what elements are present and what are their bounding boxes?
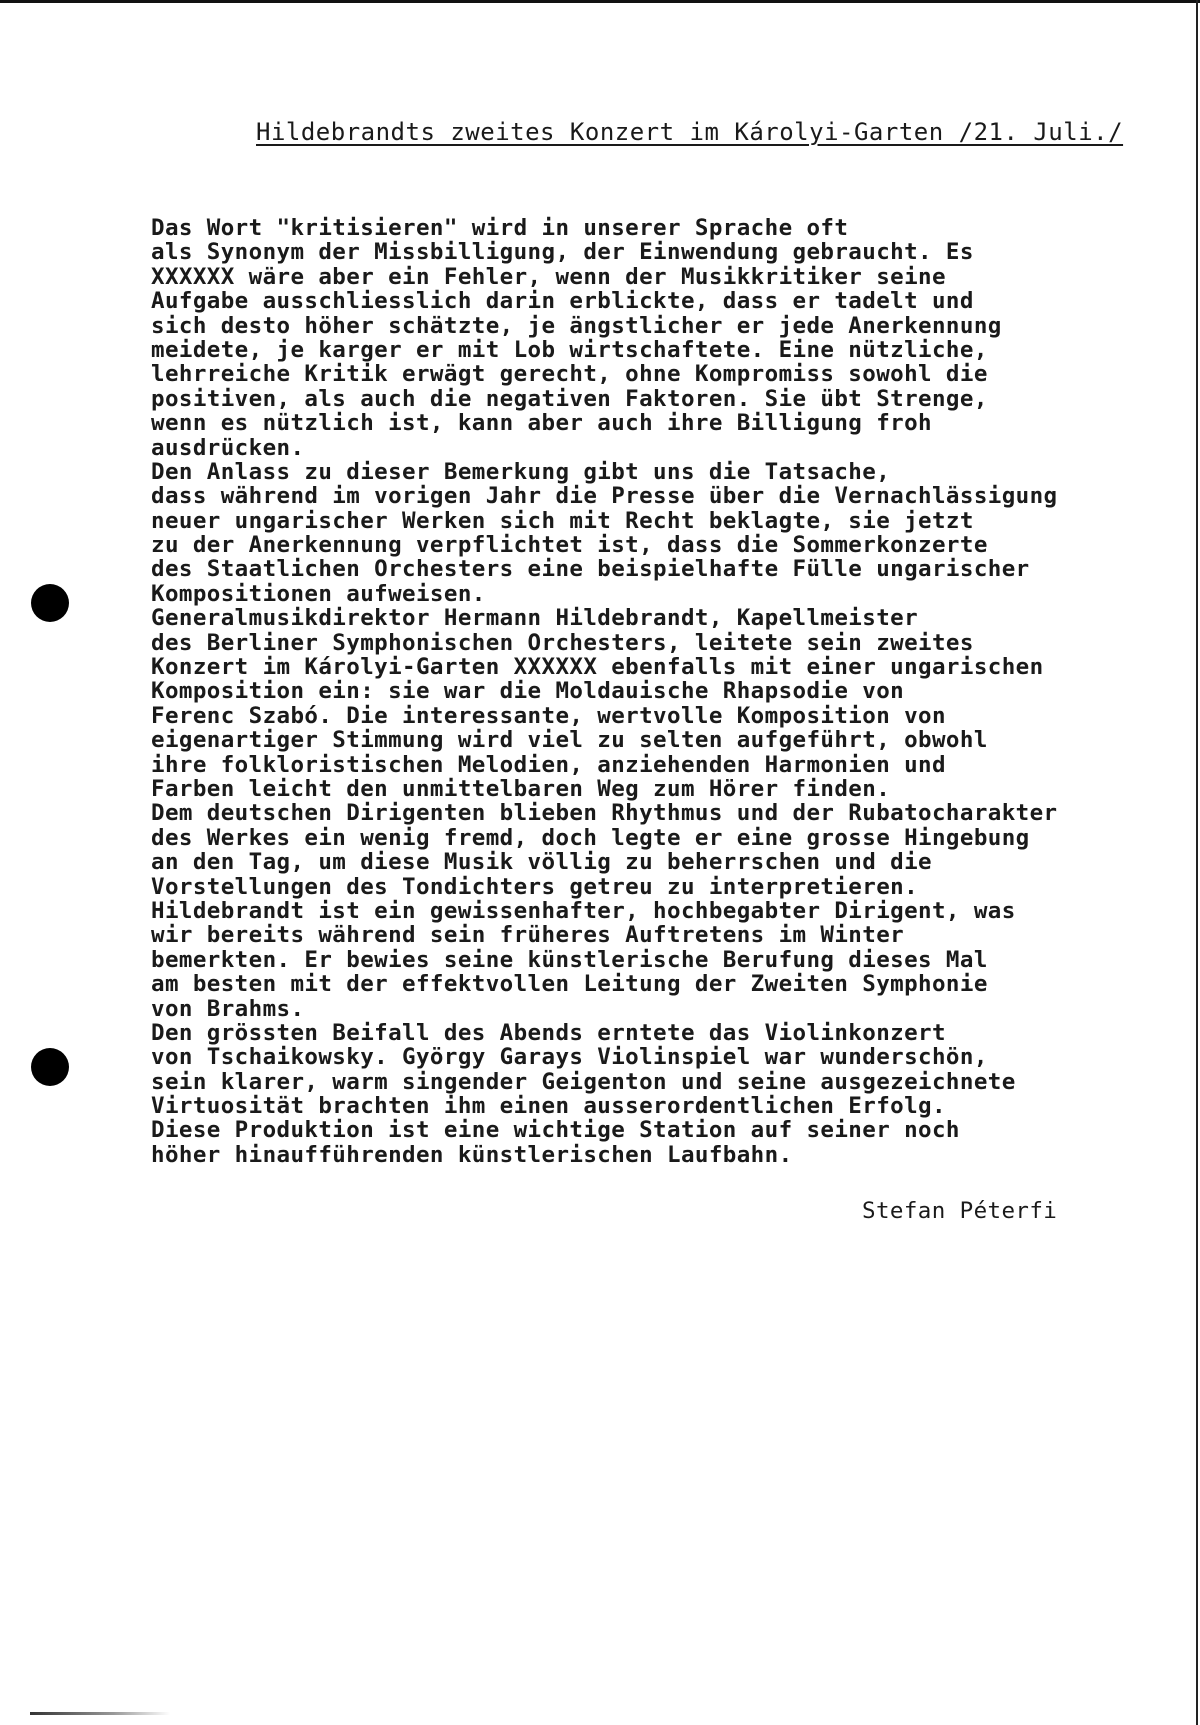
text-line: Den Anlass zu dieser Bemerkung gibt uns die Tatsache,	[151, 458, 891, 485]
text-line: Ferenc Szabó. Die interessante, wertvolle Komposition von	[151, 702, 946, 729]
text-line: positiven, als auch die negativen Faktoren. Sie übt Strenge,	[151, 385, 988, 412]
text-line: Dem deutschen Dirigenten blieben Rhythmus und der Rubatocharakter	[151, 800, 1058, 827]
text-line: an den Tag, um diese Musik völlig zu beherrschen und die	[151, 849, 932, 876]
text-line: des Berliner Symphonischen Orchesters, leitete sein zweites	[151, 629, 974, 656]
text-line: Farben leicht den unmittelbaren Weg zum Hörer finden.	[151, 775, 891, 802]
document-title: Hildebrandts zweites Konzert im Károlyi-Garten /21. Juli./	[256, 118, 1124, 146]
author-signature: Stefan Péterfi	[862, 1198, 1058, 1224]
text-line: Vorstellungen des Tondichters getreu zu interpretieren.	[151, 873, 919, 900]
text-line: Konzert im Károlyi-Garten XXXXXX ebenfalls mit einer ungarischen	[151, 654, 1044, 681]
text-line: von Tschaikowsky. György Garays Violinspiel war wunderschön,	[151, 1044, 988, 1071]
text-line: Diese Produktion ist eine wichtige Station auf seiner noch	[151, 1117, 960, 1144]
text-line: am besten mit der effektvollen Leitung der Zweiten Symphonie	[151, 971, 988, 998]
text-line: wenn es nützlich ist, kann aber auch ihre Billigung froh	[151, 410, 932, 437]
text-line: Den grössten Beifall des Abends erntete das Violinkonzert	[151, 1019, 946, 1046]
text-line: zu der Anerkennung verpflichtet ist, dass die Sommerkonzerte	[151, 532, 988, 559]
page-top-edge	[0, 0, 1200, 3]
text-line: von Brahms.	[151, 995, 305, 1022]
text-line: Hildebrandt ist ein gewissenhafter, hochbegabter Dirigent, was	[151, 897, 1016, 924]
punch-hole-upper	[31, 584, 69, 622]
text-line: höher hinaufführenden künstlerischen Laufbahn.	[151, 1141, 793, 1168]
text-line: ausdrücken.	[151, 434, 305, 461]
text-line: lehrreiche Kritik erwägt gerecht, ohne Kompromiss sowohl die	[151, 361, 988, 388]
text-line: Virtuosität brachten ihm einen ausserordentlichen Erfolg.	[151, 1093, 946, 1120]
scan-smudge	[30, 1712, 170, 1715]
text-line: dass während im vorigen Jahr die Presse über die Vernachlässigung	[151, 483, 1058, 510]
text-line: als Synonym der Missbilligung, der Einwendung gebraucht. Es	[151, 239, 974, 266]
text-line: Kompositionen aufweisen.	[151, 580, 486, 607]
punch-hole-lower	[31, 1048, 69, 1086]
text-line: eigenartiger Stimmung wird viel zu selten aufgeführt, obwohl	[151, 727, 988, 754]
text-line: des Werkes ein wenig fremd, doch legte er eine grosse Hingebung	[151, 824, 1030, 851]
text-line: sein klarer, warm singender Geigenton und seine ausgezeichnete	[151, 1068, 1016, 1095]
text-line: XXXXXX wäre aber ein Fehler, wenn der Musikkritiker seine	[151, 263, 946, 290]
text-line: bemerkten. Er bewies seine künstlerische Berufung dieses Mal	[151, 946, 988, 973]
page-right-edge	[1196, 0, 1198, 1725]
text-line: neuer ungarischer Werken sich mit Recht beklagte, sie jetzt	[151, 507, 974, 534]
article-body	[151, 216, 1161, 1167]
text-line: meidete, je karger er mit Lob wirtschaftete. Eine nützliche,	[151, 336, 988, 363]
text-line: Aufgabe ausschliesslich darin erblickte, dass er tadelt und	[151, 288, 974, 315]
text-line: des Staatlichen Orchesters eine beispielhafte Fülle ungarischer	[151, 556, 1030, 583]
text-line: ihre folkloristischen Melodien, anziehenden Harmonien und	[151, 751, 946, 778]
text-line: sich desto höher schätzte, je ängstlicher er jede Anerkennung	[151, 312, 1002, 339]
text-line: Komposition ein: sie war die Moldauische Rhapsodie von	[151, 678, 905, 705]
text-line: Das Wort "kritisieren" wird in unserer Sprache oft	[151, 215, 849, 241]
text-line: Generalmusikdirektor Hermann Hildebrandt, Kapellmeister	[151, 605, 919, 632]
text-line: wir bereits während sein früheres Auftretens im Winter	[151, 922, 905, 949]
